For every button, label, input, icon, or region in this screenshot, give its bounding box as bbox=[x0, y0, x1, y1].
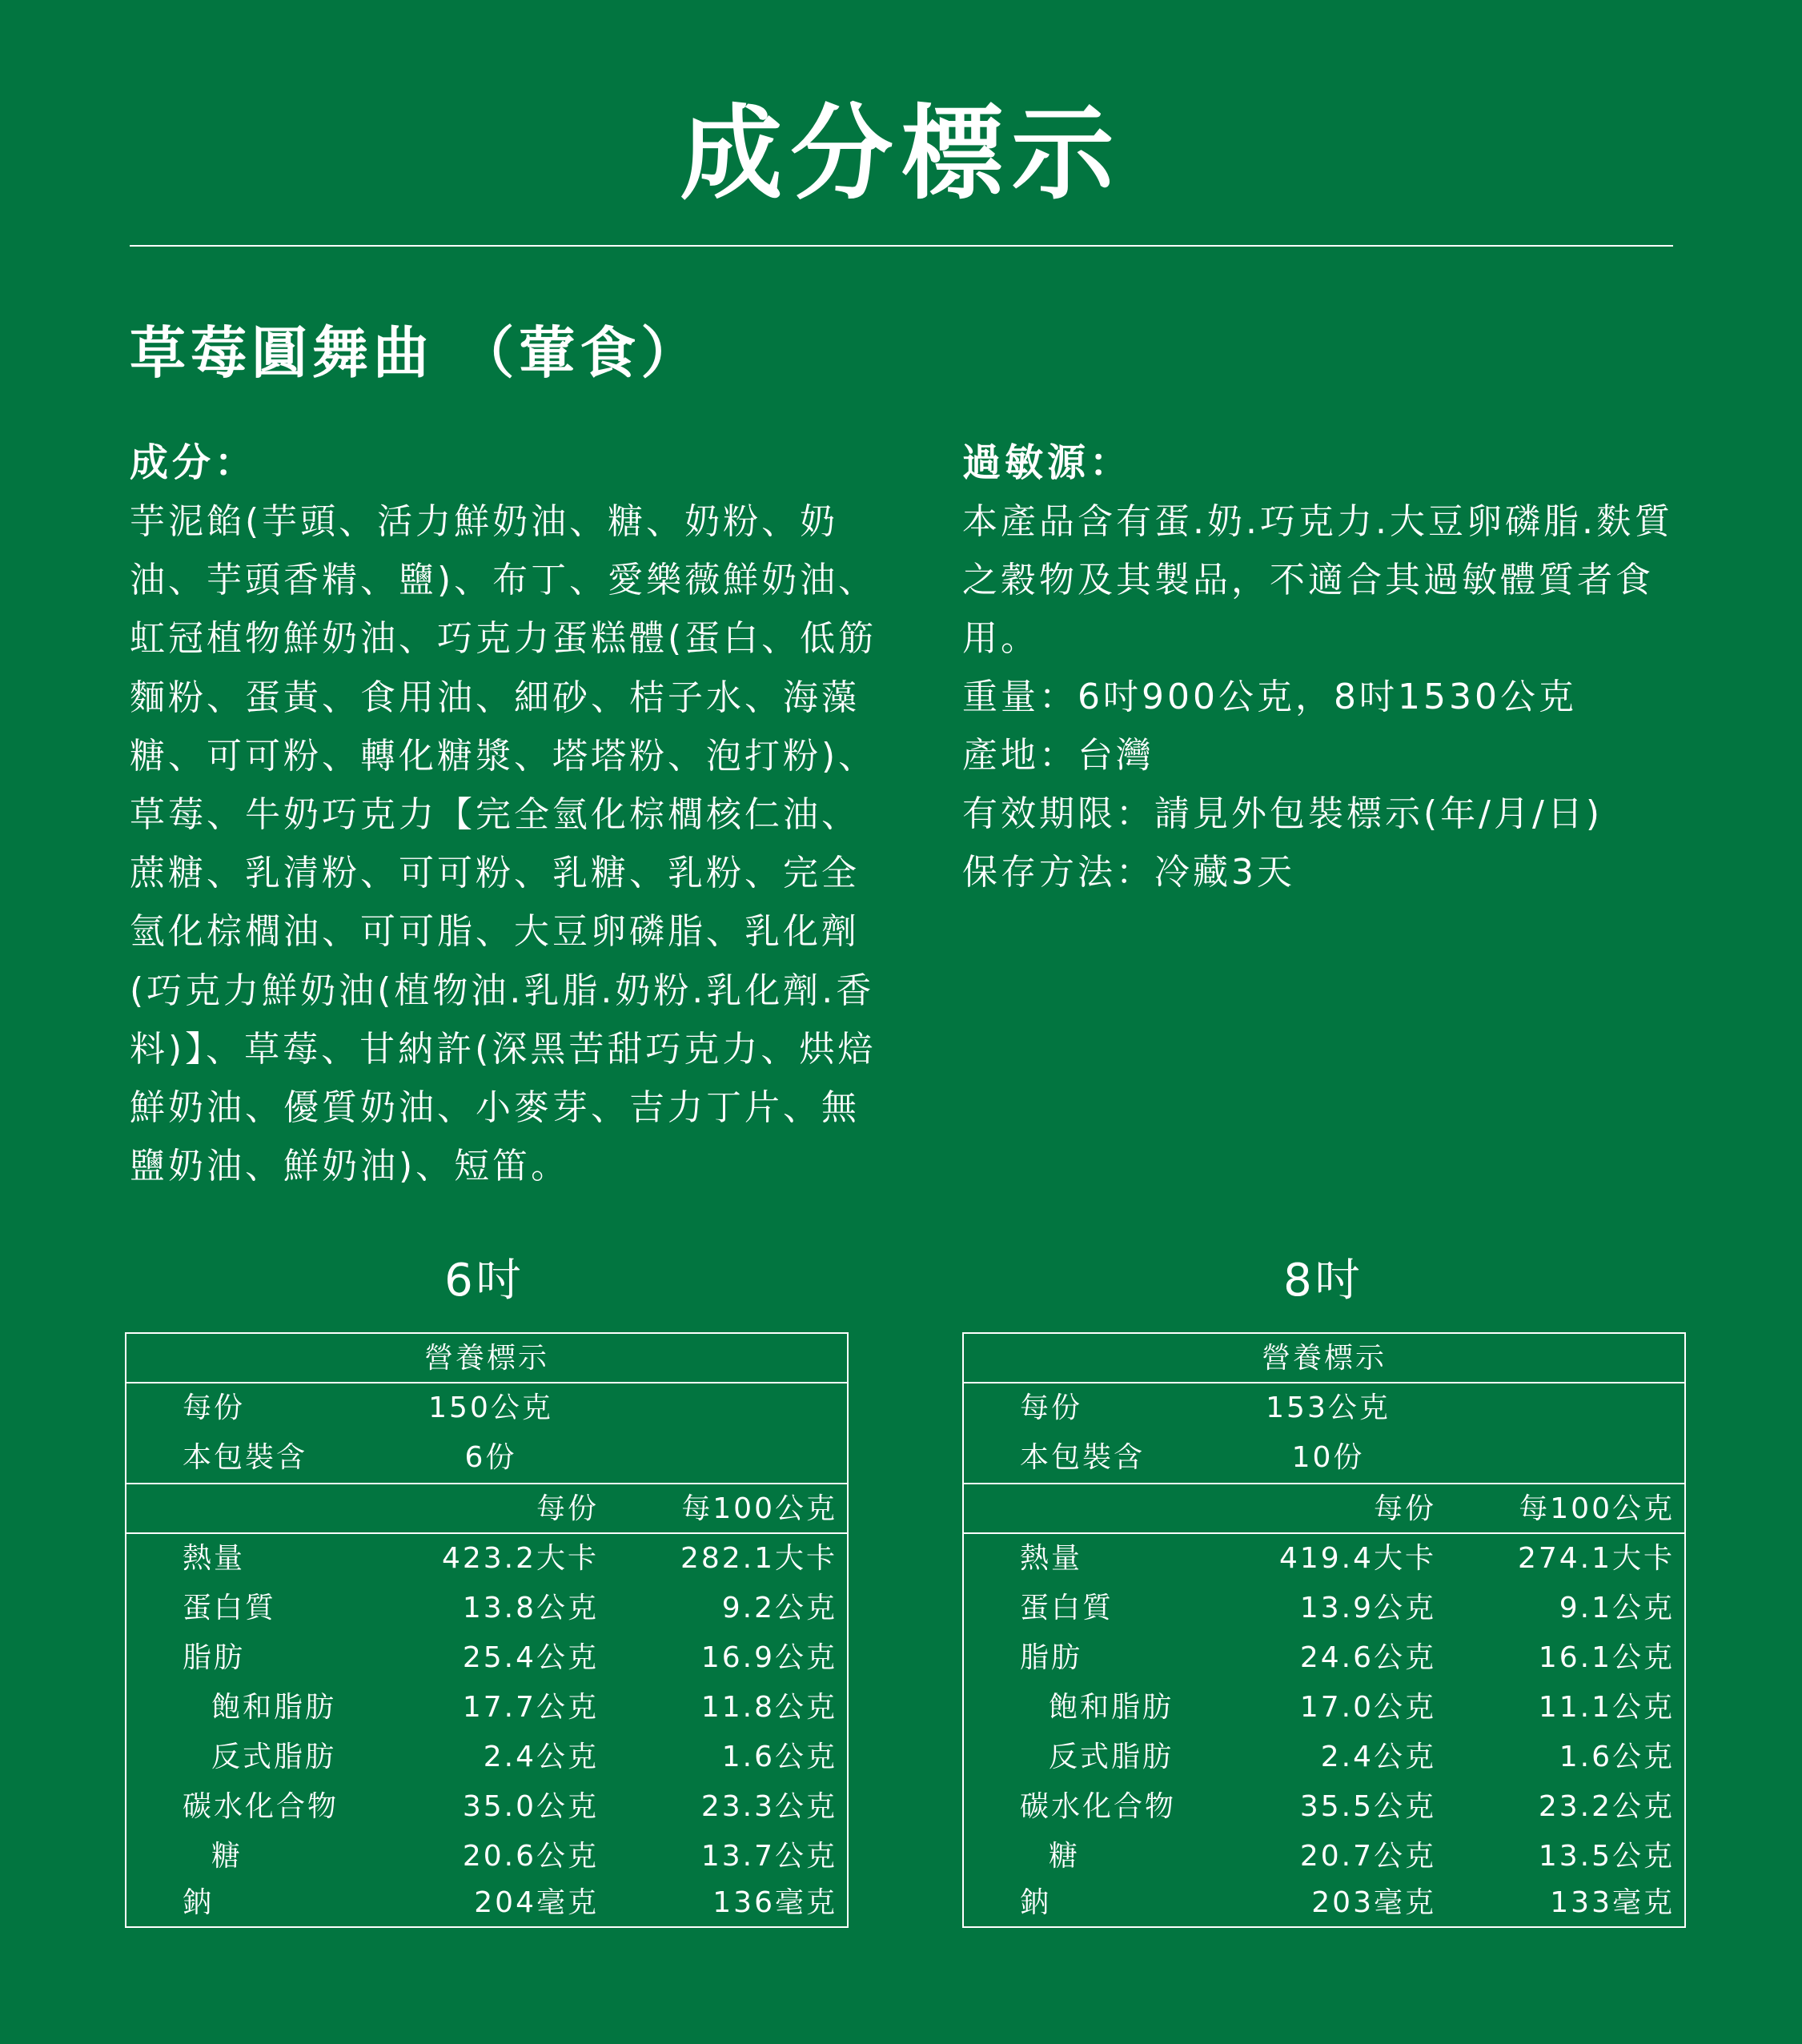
nutrient-per-serving: 20.7公克 bbox=[1299, 1840, 1436, 1873]
product-name: 草莓圓舞曲 （葷食） bbox=[130, 320, 702, 386]
pack-label: 本包裝含 bbox=[1020, 1441, 1146, 1474]
table-row bbox=[126, 1832, 847, 1881]
pack-row bbox=[126, 1433, 847, 1483]
serving-value: 153公克 bbox=[1266, 1391, 1391, 1424]
nutrient-per-serving: 35.0公克 bbox=[462, 1790, 599, 1823]
page-title: 成分標示 bbox=[680, 94, 1122, 214]
nutrient-name: 飽和脂肪 bbox=[211, 1691, 337, 1724]
nutrient-per-100g: 1.6公克 bbox=[721, 1741, 837, 1773]
nutrient-name: 熱量 bbox=[183, 1542, 246, 1575]
nutrient-per-100g: 13.7公克 bbox=[700, 1840, 837, 1873]
table-row bbox=[964, 1534, 1684, 1584]
nutrient-per-serving: 35.5公克 bbox=[1299, 1790, 1436, 1823]
table-row bbox=[126, 1733, 847, 1782]
column-header-row bbox=[126, 1484, 847, 1534]
nutrient-name: 脂肪 bbox=[1020, 1641, 1083, 1674]
nutrient-per-serving: 13.9公克 bbox=[1299, 1592, 1436, 1624]
table-row bbox=[126, 1584, 847, 1633]
nutrient-name: 糖 bbox=[211, 1840, 243, 1873]
table-row bbox=[964, 1832, 1684, 1881]
table-title: 營養標示 bbox=[423, 1342, 549, 1375]
nutrient-per-serving: 2.4公克 bbox=[1320, 1741, 1436, 1773]
pack-label: 本包裝含 bbox=[183, 1441, 308, 1474]
column-header-per-100g: 每100公克 bbox=[1519, 1492, 1675, 1525]
table-row bbox=[964, 1584, 1684, 1633]
serving-row bbox=[964, 1383, 1684, 1433]
serving-value: 150公克 bbox=[428, 1391, 553, 1424]
serving-label: 每份 bbox=[1020, 1391, 1083, 1424]
table-row bbox=[964, 1782, 1684, 1832]
nutrient-per-100g: 16.1公克 bbox=[1538, 1641, 1675, 1674]
table-title-row bbox=[964, 1334, 1684, 1383]
nutrient-per-serving: 25.4公克 bbox=[462, 1641, 599, 1674]
nutrient-name: 反式脂肪 bbox=[211, 1741, 337, 1773]
origin-info: 產地：台灣 bbox=[962, 735, 1154, 776]
table-title-row bbox=[126, 1334, 847, 1383]
nutrient-per-serving: 17.7公克 bbox=[462, 1691, 599, 1724]
nutrient-name: 脂肪 bbox=[183, 1641, 246, 1674]
column-header-per-serving: 每份 bbox=[1373, 1492, 1436, 1525]
nutrient-per-100g: 11.8公克 bbox=[700, 1691, 837, 1724]
nutrient-per-100g: 274.1大卡 bbox=[1517, 1542, 1675, 1575]
storage-info: 保存方法：冷藏3天 bbox=[962, 852, 1295, 893]
nutrient-per-100g: 16.9公克 bbox=[700, 1641, 837, 1674]
ingredients-text: 芋泥餡(芋頭、活力鮮奶油、糖、奶粉、奶油、芋頭香精、鹽)、布丁、愛樂薇鮮奶油、虹冠植物鮮奶油、巧克力蛋糕體(蛋白、低筋麵粉、蛋黃、食用油、細砂、桔子水、海藻糖、可可粉、轉化糖漿、塔塔粉、泡打粉)、草莓、牛奶巧克力【完全氫化棕櫚核仁油、蔗糖、乳清粉、可可粉、乳糖、乳粉、完全氫化棕櫚油、可可脂、大豆卵磷脂、乳化劑(巧克力鮮奶油(植物油.乳脂.奶粉.乳化劑.香料)】、草莓、甘納許(深黑苦甜巧克力、烘焙鮮奶油、優質奶油、小麥芽、吉力丁片、無鹽奶油、鮮奶油)、短笛。 bbox=[130, 501, 877, 1187]
nutrient-per-100g: 133毫克 bbox=[1550, 1886, 1675, 1919]
nutrient-name: 鈉 bbox=[183, 1886, 215, 1919]
nutrient-per-serving: 203毫克 bbox=[1311, 1886, 1436, 1919]
nutrient-per-serving: 17.0公克 bbox=[1299, 1691, 1436, 1724]
serving-row bbox=[126, 1383, 847, 1433]
nutrient-name: 碳水化合物 bbox=[1020, 1790, 1177, 1823]
nutrient-name: 飽和脂肪 bbox=[1049, 1691, 1174, 1724]
nutrition-table-6 bbox=[125, 1332, 849, 1928]
serving-label: 每份 bbox=[183, 1391, 246, 1424]
nutrient-per-100g: 11.1公克 bbox=[1538, 1691, 1675, 1724]
table-row bbox=[964, 1683, 1684, 1733]
weight-info: 重量：6吋900公克，8吋1530公克 bbox=[962, 677, 1577, 717]
size-label-8: 8吋 bbox=[1283, 1255, 1363, 1307]
nutrient-per-100g: 23.2公克 bbox=[1538, 1790, 1675, 1823]
column-header-per-serving: 每份 bbox=[536, 1492, 599, 1525]
nutrient-name: 鈉 bbox=[1020, 1886, 1052, 1919]
nutrient-per-serving: 24.6公克 bbox=[1299, 1641, 1436, 1674]
table-row bbox=[126, 1782, 847, 1832]
table-row bbox=[964, 1878, 1684, 1928]
nutrient-per-100g: 13.5公克 bbox=[1538, 1840, 1675, 1873]
allergen-heading: 過敏源： bbox=[962, 440, 1133, 485]
table-title: 營養標示 bbox=[1261, 1342, 1387, 1375]
nutrient-per-serving: 2.4公克 bbox=[483, 1741, 599, 1773]
nutrient-per-100g: 23.3公克 bbox=[700, 1790, 837, 1823]
expiry-info: 有效期限：請見外包裝標示(年/月/日) bbox=[962, 793, 1603, 834]
allergen-text: 本產品含有蛋.奶.巧克力.大豆卵磷脂.麩質之穀物及其製品，不適合其過敏體質者食用。 bbox=[962, 501, 1673, 659]
nutrient-name: 反式脂肪 bbox=[1049, 1741, 1174, 1773]
nutrition-table-8 bbox=[962, 1332, 1686, 1928]
nutrient-name: 糖 bbox=[1049, 1840, 1081, 1873]
ingredients-section bbox=[130, 435, 882, 1195]
pack-row bbox=[964, 1433, 1684, 1483]
column-header-row bbox=[964, 1484, 1684, 1534]
nutrient-per-serving: 419.4大卡 bbox=[1278, 1542, 1436, 1575]
size-label-6: 6吋 bbox=[444, 1255, 524, 1307]
nutrient-name: 碳水化合物 bbox=[183, 1790, 339, 1823]
table-row bbox=[964, 1733, 1684, 1782]
column-header-per-100g: 每100公克 bbox=[681, 1492, 837, 1525]
table-row bbox=[126, 1683, 847, 1733]
nutrient-per-100g: 136毫克 bbox=[712, 1886, 837, 1919]
title-divider bbox=[130, 245, 1673, 247]
nutrient-per-serving: 423.2大卡 bbox=[441, 1542, 599, 1575]
nutrient-name: 熱量 bbox=[1020, 1542, 1083, 1575]
pack-value: 6份 bbox=[464, 1441, 517, 1474]
table-row bbox=[126, 1878, 847, 1928]
nutrient-per-100g: 9.2公克 bbox=[721, 1592, 837, 1624]
ingredients-heading: 成分： bbox=[130, 440, 258, 485]
nutrient-per-100g: 1.6公克 bbox=[1559, 1741, 1675, 1773]
nutrient-per-serving: 204毫克 bbox=[474, 1886, 599, 1919]
nutrient-per-serving: 20.6公克 bbox=[462, 1840, 599, 1873]
nutrient-per-100g: 282.1大卡 bbox=[680, 1542, 837, 1575]
pack-value: 10份 bbox=[1291, 1441, 1365, 1474]
allergen-section bbox=[962, 435, 1707, 902]
nutrient-per-serving: 13.8公克 bbox=[462, 1592, 599, 1624]
nutrient-per-100g: 9.1公克 bbox=[1559, 1592, 1675, 1624]
table-row bbox=[126, 1633, 847, 1683]
nutrient-name: 蛋白質 bbox=[183, 1592, 277, 1624]
table-row bbox=[964, 1633, 1684, 1683]
nutrient-name: 蛋白質 bbox=[1020, 1592, 1114, 1624]
table-row bbox=[126, 1534, 847, 1584]
